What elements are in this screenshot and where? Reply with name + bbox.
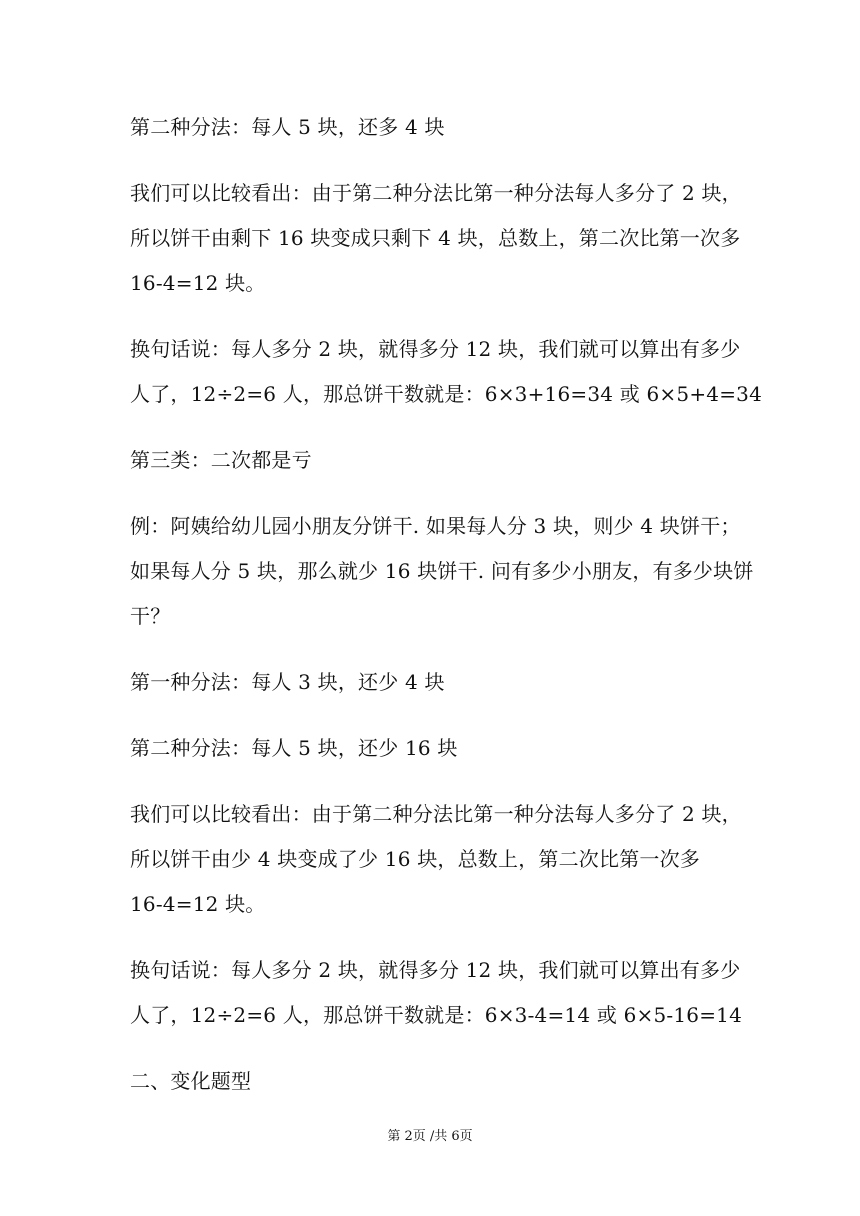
text-line: 第二种分法：每人 5 块，还多 4 块 [130, 115, 445, 139]
text-line: 人了，12÷2=6 人，那总饼干数就是：6×3-4=14 或 6×5-16=14 [130, 1003, 743, 1027]
text-line: 所以饼干由少 4 块变成了少 16 块，总数上，第二次比第一次多 [130, 847, 701, 871]
text-line: 如果每人分 5 块，那么就少 16 块饼干. 问有多少小朋友，有多少块饼 [130, 559, 754, 583]
text-line: 干？ [130, 604, 171, 628]
text-line: 16-4=12 块。 [130, 892, 266, 916]
text-line: 换句话说：每人多分 2 块，就得多分 12 块，我们就可以算出有多少 [130, 958, 741, 982]
text-line: 所以饼干由剩下 16 块变成只剩下 4 块，总数上，第二次比第一次多 [130, 226, 741, 250]
text-line: 换句话说：每人多分 2 块，就得多分 12 块，我们就可以算出有多少 [130, 337, 741, 361]
text-line: 16-4=12 块。 [130, 271, 266, 295]
page-number: 第 2页 /共 6页 [387, 1129, 473, 1144]
text-line: 例：阿姨给幼儿园小朋友分饼干. 如果每人分 3 块，则少 4 块饼干； [130, 514, 741, 538]
text-line: 我们可以比较看出：由于第二种分法比第一种分法每人多分了 2 块， [130, 802, 742, 826]
text-line: 人了，12÷2=6 人，那总饼干数就是：6×3+16=34 或 6×5+4=34 [130, 382, 763, 406]
text-line: 第二种分法：每人 5 块，还少 16 块 [130, 736, 458, 760]
section-heading: 二、变化题型 [130, 1069, 252, 1093]
text-line: 我们可以比较看出：由于第二种分法比第一种分法每人多分了 2 块， [130, 181, 742, 205]
section-heading: 第三类：二次都是亏 [130, 448, 312, 472]
text-line: 第一种分法：每人 3 块，还少 4 块 [130, 670, 445, 694]
